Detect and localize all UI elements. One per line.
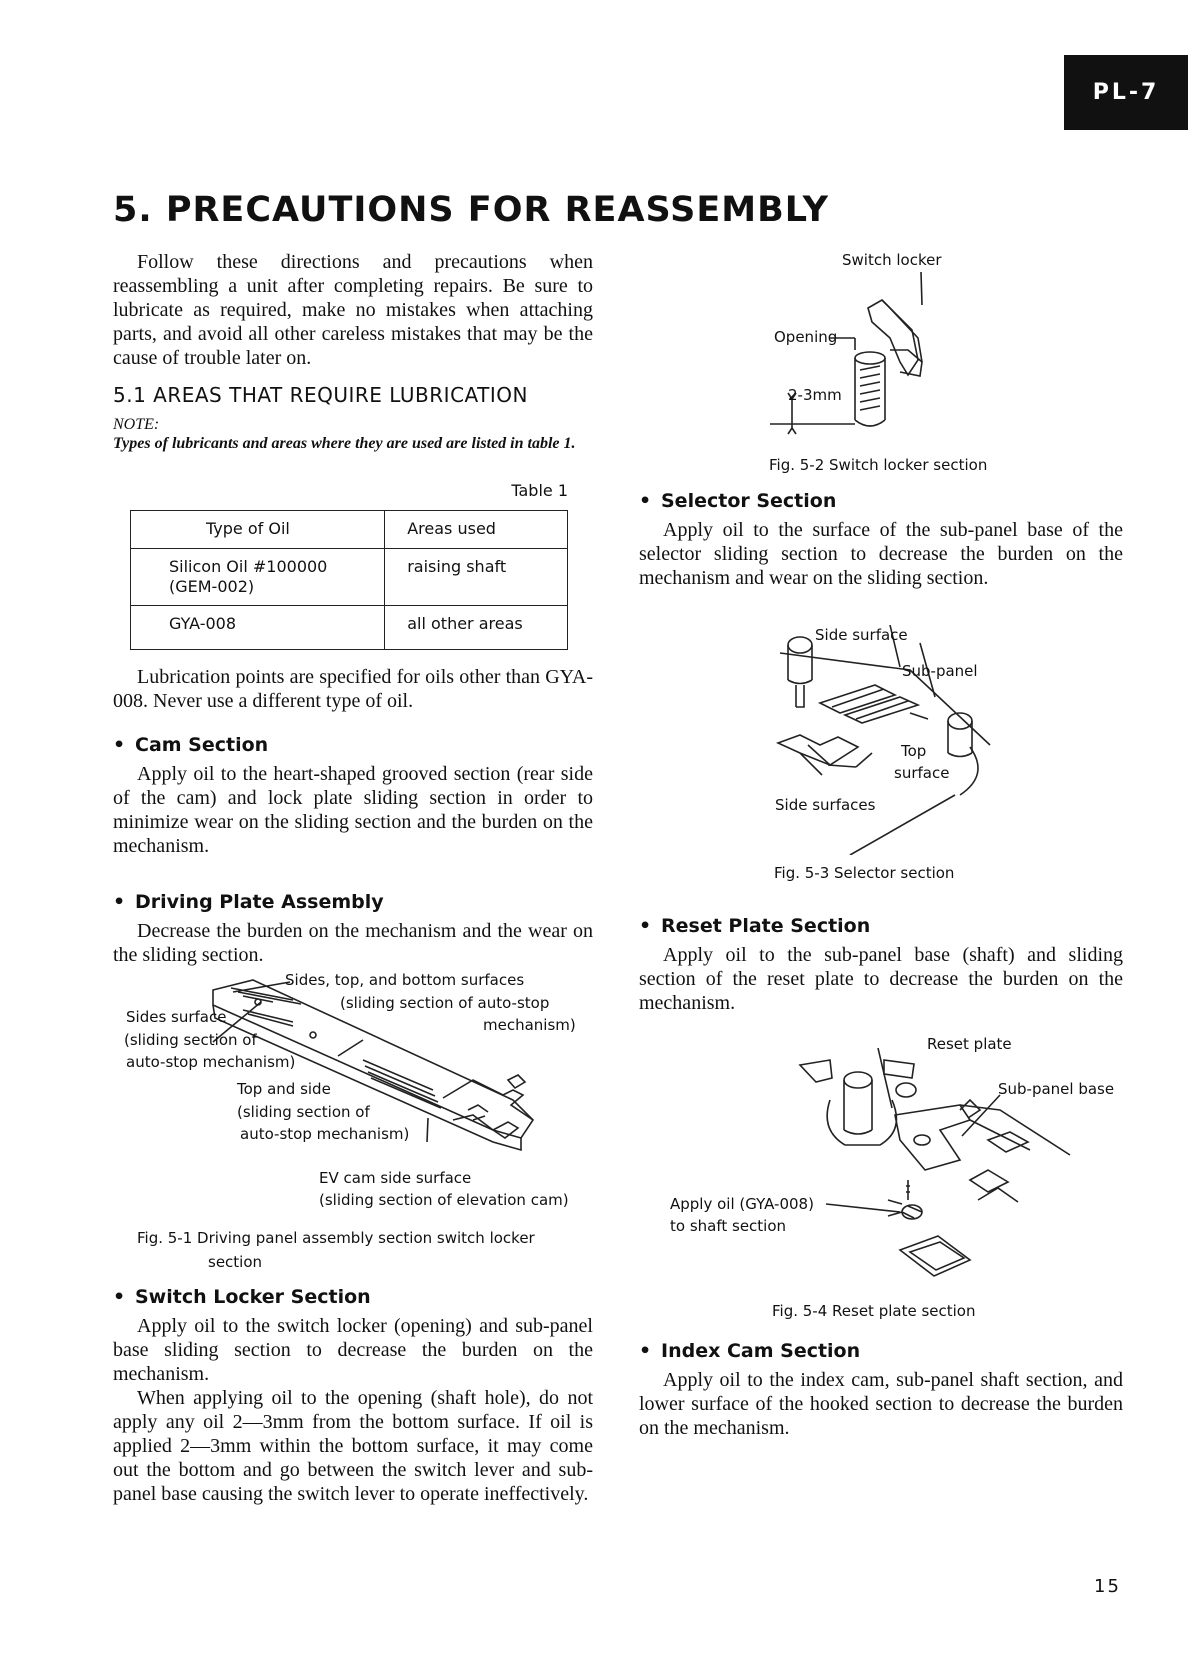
- index-cam-section-heading: [639, 1340, 1123, 1362]
- switch-locker-text-2: When applying oil to the opening (shaft hole), do not apply any oil 2—3mm from the bottom surface. If oil is applied 2—3mm within the bottom surface, it may come out the bottom and go between the switch lever and sub-panel base causing the switch lever to operate ineffectively.: [113, 1387, 593, 1505]
- table-cell: Silicon Oil #100000 (GEM-002): [131, 549, 385, 606]
- figure-5-3: [760, 625, 1020, 855]
- fig-label: (sliding section of: [237, 1103, 370, 1121]
- after-table-paragraph: Lubrication points are specified for oils other than GYA-008. Never use a different type of oil.: [113, 666, 593, 712]
- heading-label: Driving Plate Assembly: [135, 891, 384, 913]
- fig-5-2-caption: Fig. 5-2 Switch locker section: [769, 456, 988, 474]
- fig-label: Sub-panel base: [998, 1080, 1115, 1098]
- note-block: [113, 415, 593, 453]
- fig-label: (sliding section of: [124, 1031, 257, 1049]
- table-header-row: [131, 511, 568, 549]
- bullet-icon: •: [113, 734, 126, 756]
- reset-plate-section: [639, 915, 1123, 1015]
- fig-label: mechanism): [483, 1016, 576, 1034]
- fig-label: 2-3mm: [788, 386, 842, 404]
- table-cell: all other areas: [385, 606, 568, 650]
- figure-5-2: [760, 250, 1020, 450]
- index-cam-section-text: Apply oil to the index cam, sub-panel shaft section, and lower surface of the hooked section to decrease the burden on the mechanism.: [639, 1369, 1123, 1439]
- heading-label: Switch Locker Section: [135, 1286, 371, 1308]
- figure-5-4: [670, 1035, 1120, 1300]
- cam-section: [113, 734, 593, 858]
- bullet-icon: •: [639, 490, 652, 512]
- driving-section-heading: [113, 891, 593, 913]
- figure-5-1: [113, 970, 593, 1260]
- page-title: 5. PRECAUTIONS FOR REASSEMBLY: [113, 190, 829, 230]
- table-cell: raising shaft: [385, 549, 568, 606]
- bullet-icon: •: [113, 891, 126, 913]
- note-label: NOTE:: [113, 416, 160, 433]
- fig-label: (sliding section of auto-stop: [340, 994, 550, 1012]
- table-row: [131, 606, 568, 650]
- driving-section-text: Decrease the burden on the mechanism and the wear on the sliding section.: [113, 920, 593, 966]
- fig-label: auto-stop mechanism): [240, 1125, 410, 1143]
- fig-5-1-caption-2: section: [208, 1253, 263, 1271]
- reset-plate-section-heading: [639, 915, 1123, 937]
- fig-label: Sub-panel: [902, 662, 978, 680]
- fig-label: Sides surface: [126, 1008, 227, 1026]
- table-caption-wrap: [130, 481, 568, 500]
- heading-label: Reset Plate Section: [661, 915, 871, 937]
- index-cam-section: [639, 1340, 1123, 1440]
- fig-label: Apply oil (GYA-008): [670, 1195, 814, 1213]
- driving-section: [113, 891, 593, 967]
- fig-label: surface: [894, 764, 950, 782]
- fig-5-3-caption: Fig. 5-3 Selector section: [774, 864, 955, 882]
- heading-label: Selector Section: [661, 490, 837, 512]
- note-text: Types of lubricants and areas where they are used are listed in table 1.: [113, 435, 576, 452]
- intro-block: [113, 250, 593, 370]
- bullet-icon: •: [113, 1286, 126, 1308]
- page-number: 15: [1094, 1576, 1121, 1597]
- table-header-cell: Type of Oil: [131, 511, 385, 549]
- lubrication-table-wrap: [130, 510, 568, 650]
- cam-section-heading: [113, 734, 593, 756]
- fig-label: Side surface: [815, 626, 908, 644]
- fig-5-1-caption: Fig. 5-1 Driving panel assembly section switch locker: [137, 1229, 535, 1247]
- intro-paragraph: Follow these directions and precautions when reassembling a unit after completing repairs. Be sure to lubricate as required, make no mistakes when attaching parts, and avoid all other careless mistakes that may be the cause of trouble later on.: [113, 251, 593, 369]
- fig-label: Opening: [774, 328, 838, 346]
- switch-locker-section: [113, 1286, 593, 1506]
- bullet-icon: •: [639, 915, 652, 937]
- section-5-1: [113, 383, 593, 407]
- table-row: [131, 549, 568, 606]
- lubrication-table: [130, 510, 568, 650]
- switch-locker-drawing: [760, 250, 1020, 450]
- heading-label: Index Cam Section: [661, 1340, 861, 1362]
- fig-label: Switch locker: [842, 251, 942, 269]
- fig-label: EV cam side surface: [319, 1169, 472, 1187]
- heading-label: Cam Section: [135, 734, 269, 756]
- reset-plate-section-text: Apply oil to the sub-panel base (shaft) and sliding section of the reset plate to decrease the burden on the mechanism.: [639, 944, 1123, 1014]
- switch-locker-section-heading: [113, 1286, 593, 1308]
- selector-section: [639, 490, 1123, 590]
- fig-label: to shaft section: [670, 1217, 787, 1235]
- switch-locker-text-1: Apply oil to the switch locker (opening) and sub-panel base sliding section to decrease the burden on the mechanism.: [113, 1315, 593, 1385]
- fig-label: Top: [901, 742, 927, 760]
- fig-label: Top and side: [237, 1080, 331, 1098]
- after-table-block: [113, 665, 593, 713]
- fig-label: Sides, top, and bottom surfaces: [285, 971, 525, 989]
- fig-5-4-caption: Fig. 5-4 Reset plate section: [772, 1302, 976, 1320]
- fig-label: (sliding section of elevation cam): [319, 1191, 569, 1209]
- table-caption: Table 1: [511, 481, 568, 500]
- selector-drawing: [760, 625, 1020, 855]
- table-cell: GYA-008: [131, 606, 385, 650]
- selector-section-heading: [639, 490, 1123, 512]
- bullet-icon: •: [639, 1340, 652, 1362]
- selector-section-text: Apply oil to the surface of the sub-panel base of the selector sliding section to decrease the burden on the mechanism and wear on the sliding section.: [639, 519, 1123, 589]
- fig-label: Side surfaces: [775, 796, 876, 814]
- section-5-1-heading: 5.1 AREAS THAT REQUIRE LUBRICATION: [113, 383, 528, 407]
- fig-label: auto-stop mechanism): [126, 1053, 296, 1071]
- cam-section-text: Apply oil to the heart-shaped grooved section (rear side of the cam) and lock plate sliding section in order to minimize wear on the sliding section and the burden on the mechanism.: [113, 763, 593, 857]
- fig-label: Reset plate: [927, 1035, 1012, 1053]
- model-tab: PL-7: [1064, 55, 1188, 130]
- table-header-cell: Areas used: [385, 511, 568, 549]
